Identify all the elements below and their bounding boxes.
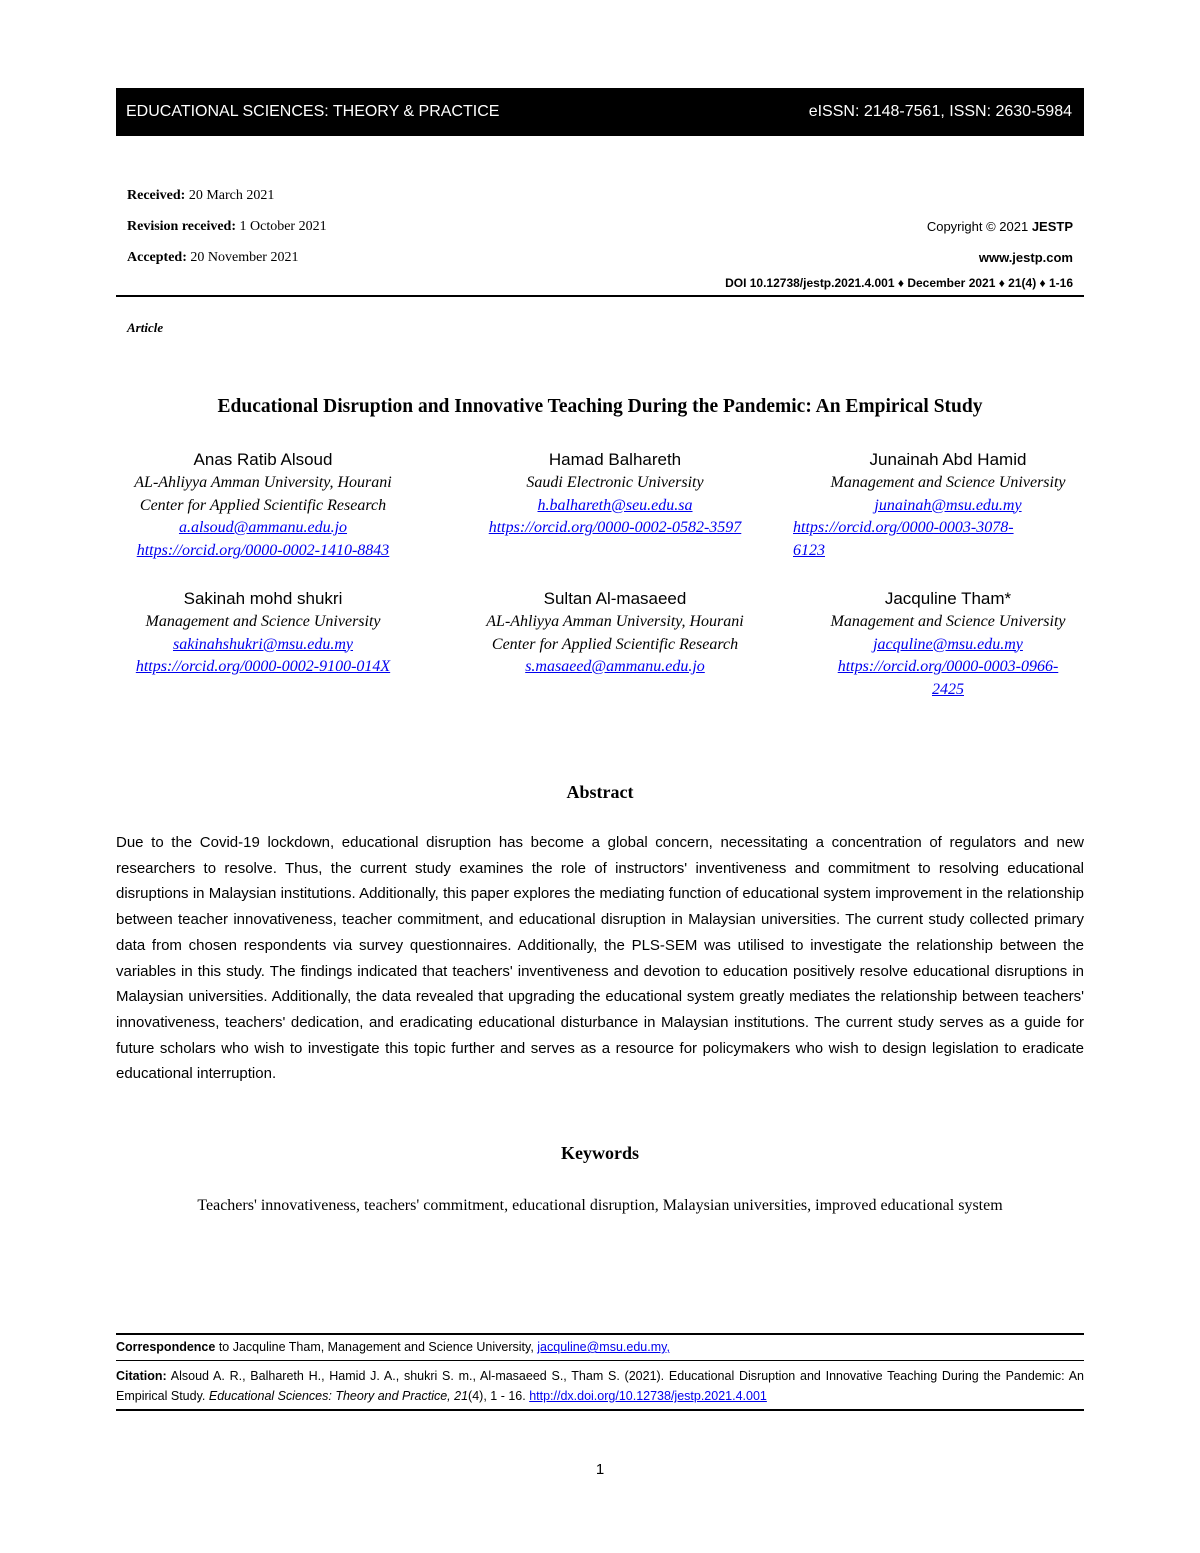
journal-name: EDUCATIONAL SCIENCES: THEORY & PRACTICE — [126, 103, 500, 120]
copyright: Copyright © 2021 JESTP — [926, 219, 1073, 234]
author-affiliation: Center for Applied Scientific Research — [139, 496, 387, 514]
divider — [116, 1333, 1084, 1335]
author-orcid-link[interactable]: https://orcid.org/0000-0003-3078- — [793, 519, 1014, 536]
divider — [116, 1360, 1084, 1361]
divider — [116, 295, 1084, 297]
author-name: Junainah Abd Hamid — [869, 450, 1027, 469]
author-affiliation: AL-Ahliyya Amman University, Hourani — [486, 613, 744, 630]
author-affiliation: Management and Science University — [830, 613, 1066, 630]
author-email-link[interactable]: sakinahshukri@msu.edu.my — [172, 635, 354, 653]
author-affiliation: Management and Science University — [145, 613, 381, 630]
author-email-link[interactable]: junainah@msu.edu.my — [874, 496, 1022, 514]
citation-note: Citation: Alsoud A. R., Balhareth H., Hamid J. A., shukri S. m., Al-masaeed S., Tham S. (2021). Educational Disruption and Innovative Teaching During the Pandemic: An Empirical Study. Educational Sciences: Theory and Practice, 21(4), 1 - 16. http://dx.doi.org/10.12738/jestp.2021.4.001 — [116, 1369, 1084, 1403]
author-email-link[interactable]: a.alsoud@ammanu.edu.jo — [178, 519, 348, 536]
author-card — [783, 448, 1113, 562]
doi-line: DOI 10.12738/jestp.2021.4.001 ♦ December 2021 ♦ 21(4) ♦ 1-16 — [725, 276, 1073, 290]
author-orcid-link-continued[interactable]: 2425 — [932, 680, 964, 698]
keywords-text: Teachers' innovativeness, teachers' commitment, educational disruption, Malaysian universities, improved educational system — [197, 1197, 1003, 1214]
author-card — [98, 587, 428, 679]
author-orcid-link[interactable]: https://orcid.org/0000-0002-0582-3597 — [488, 519, 742, 536]
author-affiliation: Management and Science University — [830, 474, 1066, 491]
author-name: Jacquline Tham* — [884, 589, 1012, 608]
author-name: Sultan Al-masaeed — [543, 589, 687, 608]
correspondence-note: Correspondence to Jacquline Tham, Management and Science University, jacquline@msu.edu.my, — [116, 1340, 670, 1354]
submission-dates — [127, 180, 327, 273]
copyright-block — [927, 211, 1073, 273]
author-card — [783, 587, 1113, 701]
author-affiliation: Saudi Electronic University — [526, 474, 704, 491]
author-orcid-link-continued[interactable]: 6123 — [793, 541, 825, 559]
author-orcid-link[interactable]: https://orcid.org/0000-0002-1410-8843 — [136, 541, 390, 559]
author-orcid-link[interactable]: https://orcid.org/0000-0002-9100-014X — [135, 658, 391, 675]
author-affiliation: AL-Ahliyya Amman University, Hourani — [134, 474, 392, 491]
received-date: Received: 20 March 2021 — [127, 188, 275, 203]
doi-link[interactable]: http://dx.doi.org/10.12738/jestp.2021.4.001 — [529, 1389, 767, 1403]
abstract-heading: Abstract — [566, 782, 634, 802]
journal-header-bar — [116, 88, 1084, 136]
author-card — [450, 587, 780, 679]
article-type-label: Article — [127, 320, 164, 335]
author-card — [450, 448, 780, 540]
website: www.jestp.com — [978, 250, 1073, 265]
author-email-link[interactable]: jacquline@msu.edu.my — [873, 635, 1023, 653]
author-name: Anas Ratib Alsoud — [193, 450, 333, 469]
author-name: Sakinah mohd shukri — [183, 589, 343, 608]
issn: eISSN: 2148-7561, ISSN: 2630-5984 — [808, 103, 1072, 120]
author-name: Hamad Balhareth — [548, 450, 682, 469]
paper-title: Educational Disruption and Innovative Teaching During the Pandemic: An Empirical Study — [217, 396, 983, 417]
correspondence-email-link[interactable]: jacquline@msu.edu.my, — [537, 1340, 670, 1354]
page-number: 1 — [595, 1461, 605, 1478]
keywords-heading: Keywords — [561, 1143, 639, 1163]
author-orcid-link[interactable]: https://orcid.org/0000-0003-0966- — [837, 658, 1059, 675]
author-email-link[interactable]: s.masaeed@ammanu.edu.jo — [525, 658, 705, 675]
accepted-date: Accepted: 20 November 2021 — [127, 250, 299, 265]
revision-date: Revision received: 1 October 2021 — [127, 219, 327, 234]
abstract-text: Due to the Covid-19 lockdown, educational disruption has become a global concern, necessitating a concentration of regulators and new researchers to resolve. Thus, the current study examines the role of instructors' inventiveness and commitment to resolving educational disruptions in Malaysian institutions. Additionally, this paper explores the mediating function of educational system improvement in the relationship between teacher innovativeness, teacher commitment, and educational disruption in Malaysian universities. The current study collected primary data from chosen respondents via survey questionnaires. Additionally, the PLS-SEM was utilised to investigate the relationship between the variables in this study. The findings indicated that teachers' inventiveness and devotion to education positively resolve educational disruptions in Malaysian universities. Additionally, the data revealed that upgrading the educational system greatly mediates the relationship between teachers' innovativeness, teachers' dedication, and eradicating educational disturbance in Malaysian institutions. The current study serves as a guide for future scholars who wish to investigate this topic further and serves as a resource for policymakers who wish to design legislation to eradicate educational interruption. — [116, 834, 1084, 1083]
author-affiliation: Center for Applied Scientific Research — [491, 635, 739, 653]
author-email-link[interactable]: h.balhareth@seu.edu.sa — [537, 496, 693, 514]
divider — [116, 1409, 1084, 1411]
author-card — [98, 448, 428, 562]
